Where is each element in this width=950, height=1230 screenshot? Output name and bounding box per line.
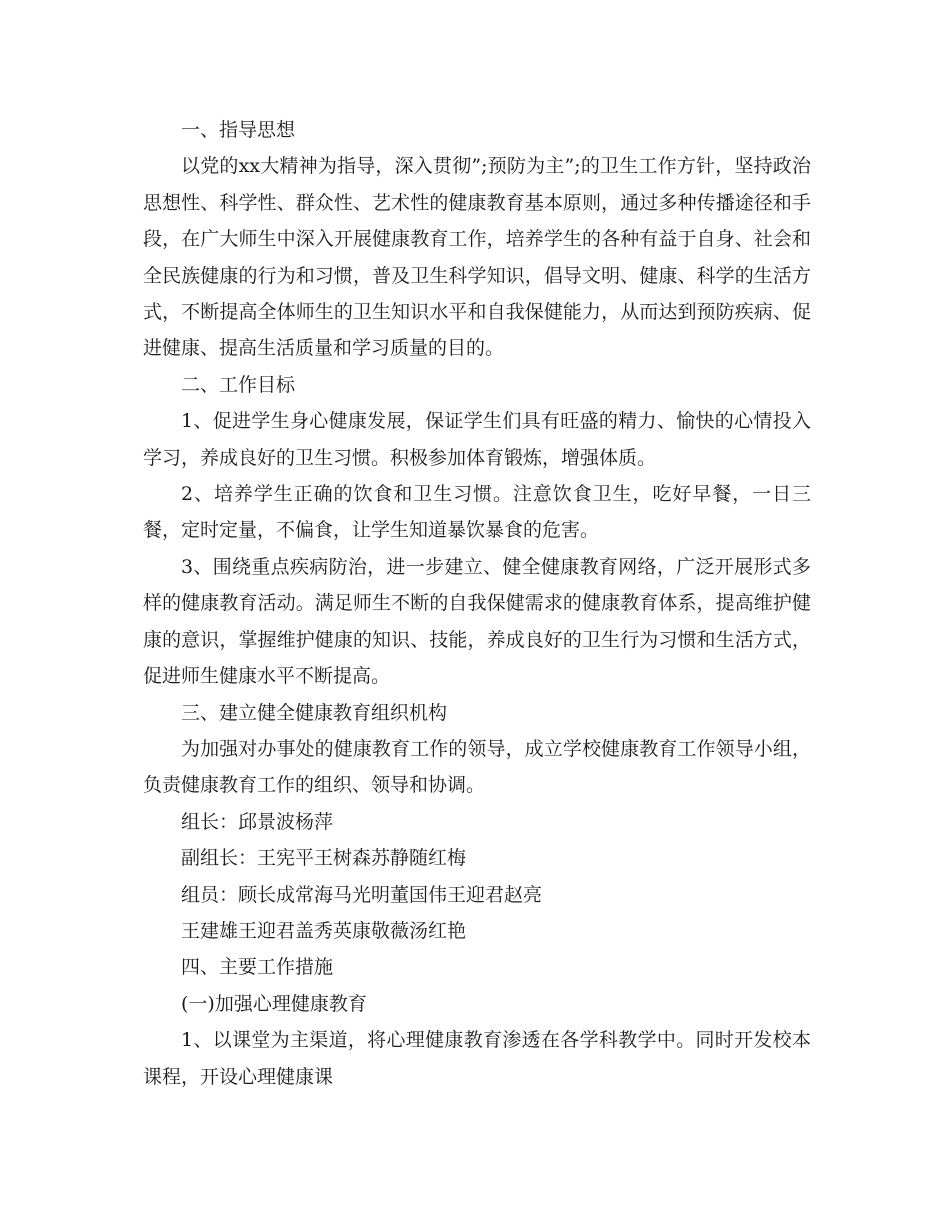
paragraph-organization: 为加强对办事处的健康教育工作的领导，成立学校健康教育工作领导小组，负责健康教育工作的组织、领导和协调。 <box>143 737 811 797</box>
members-line: 组员：顾长成常海马光明董国伟王迎君赵亮 <box>181 883 543 906</box>
section-heading-guiding-ideology: 一、指导思想 <box>181 119 296 141</box>
paragraph-guiding-ideology: 以党的xx大精神为指导，深入贯彻”;预防为主”;的卫生工作方针，坚持政治思想性、科学性、群众性、艺术性的健康教育基本原则，通过多种传播途径和手段，在广大师生中深入开展健康教育工作，培养学生的各种有益于自身、社会和全民族健康的行为和习惯，普及卫生科学知识，倡导文明、健康、科学的生活方式，不断提高全体师生的卫生知识水平和自我保健能力，从而达到预防疾病、促进健康、提高生活质量和学习质量的目的。 <box>143 155 811 360</box>
group-leader-line: 组长：邱景波杨萍 <box>181 810 334 833</box>
paragraph-goal-3: 3、围绕重点疾病防治，进一步建立、健全健康教育网络，广泛开展形式多样的健康教育活动。满足师生不断的自我保健需求的健康教育体系，提高维护健康的意识，掌握维护健康的知识、技能，养成良好的卫生行为习惯和生活方式，促进师生健康水平不断提高。 <box>143 555 811 688</box>
document-page <box>143 112 811 1095</box>
section-heading-measures: 四、主要工作措施 <box>181 956 334 979</box>
deputy-leader-line: 副组长：王宪平王树森苏静随红梅 <box>181 847 467 870</box>
paragraph-goal-1: 1、促进学生身心健康发展，保证学生们具有旺盛的精力、愉快的心情投入学习，养成良好的卫生习惯。积极参加体育锻炼，增强体质。 <box>143 410 811 469</box>
section-heading-organization: 三、建立健全健康教育组织机构 <box>181 701 448 724</box>
paragraph-goal-2: 2、培养学生正确的饮食和卫生习惯。注意饮食卫生，吃好早餐，一日三餐，定时定量，不偏食，让学生知道暴饮暴食的危害。 <box>143 483 811 542</box>
members-line-continued: 王建雄王迎君盖秀英康敬薇汤红艳 <box>181 919 467 942</box>
subsection-heading-mental-health: (一)加强心理健康教育 <box>181 992 367 1015</box>
section-heading-work-goals: 二、工作目标 <box>181 373 296 396</box>
paragraph-measure-1: 1、以课堂为主渠道，将心理健康教育渗透在各学科教学中。同时开发校本课程，开设心理健康课 <box>143 1029 811 1088</box>
